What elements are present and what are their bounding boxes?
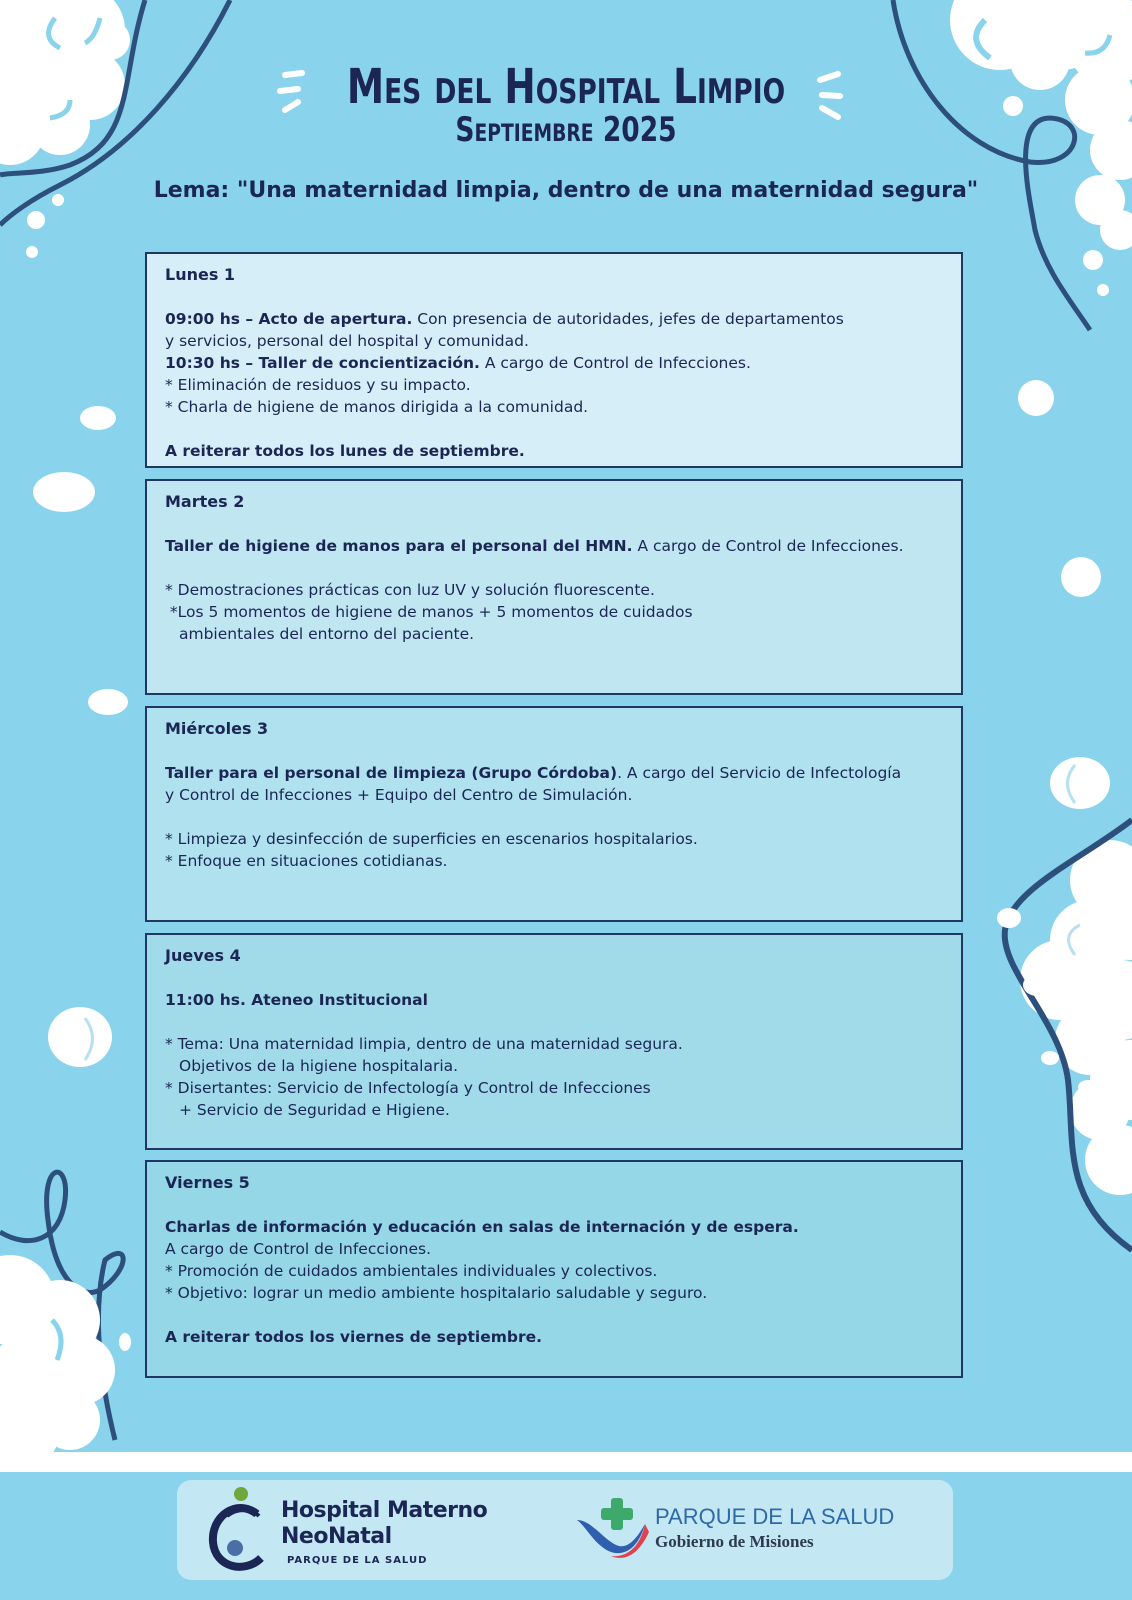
bullet-item: * Demostraciones prácticas con luz UV y solución fluorescente. [165, 581, 655, 599]
day-card-jueves [145, 933, 963, 1150]
motto: Lema: "Una maternidad limpia, dentro de una maternidad segura" [153, 178, 979, 203]
event-time-title: 10:30 hs – Taller de concientización. [165, 354, 480, 372]
bullet-item: *Los 5 momentos de higiene de manos + 5 momentos de cuidados [165, 603, 693, 621]
event-headline [165, 535, 943, 557]
pds-name: PARQUE DE LA SALUD [655, 1504, 895, 1529]
event-desc: . A cargo del Servicio de Infectología [617, 764, 902, 782]
repeat-note: A reiterar todos los lunes de septiembre. [165, 442, 525, 460]
bullet-item-continued: + Servicio de Seguridad e Higiene. [179, 1101, 450, 1119]
event-desc: Con presencia de autoridades, jefes de departamentos [412, 310, 844, 328]
event-headline [165, 762, 943, 784]
day-title: Lunes 1 [165, 265, 236, 284]
event-line [165, 352, 943, 374]
parque-de-la-salud-logo [577, 1490, 937, 1570]
footer-logos [177, 1480, 953, 1580]
hmn-emblem-icon [207, 1486, 277, 1576]
event-line [165, 330, 943, 352]
event-time-title: 09:00 hs – Acto de apertura. [165, 310, 413, 328]
repeat-note: A reiterar todos los viernes de septiembre. [165, 1328, 543, 1346]
day-card-martes [145, 479, 963, 695]
day-title: Martes 2 [165, 492, 245, 511]
bullet-item: * Objetivo: lograr un medio ambiente hospitalario saludable y seguro. [165, 1284, 708, 1302]
bullet-item: * Limpieza y desinfección de superficies en escenarios hospitalarios. [165, 830, 698, 848]
event-title: Taller para el personal de limpieza (Grupo Córdoba) [165, 764, 618, 782]
day-title: Miércoles 3 [165, 719, 269, 738]
day-card-miercoles [145, 706, 963, 922]
day-card-lunes [145, 252, 963, 468]
bullet-item: * Disertantes: Servicio de Infectología y Control de Infecciones [165, 1079, 651, 1097]
hmn-name-line1: Hospital Materno [281, 1498, 488, 1523]
day-card-viernes [145, 1160, 963, 1378]
page-title: Mes del Hospital Limpio [346, 59, 786, 115]
bullet-item: * Promoción de cuidados ambientales individuales y colectivos. [165, 1262, 658, 1280]
bullet-item: * Enfoque en situaciones cotidianas. [165, 852, 448, 870]
day-title: Jueves 4 [165, 946, 241, 965]
event-line [165, 308, 943, 330]
bullet-item-continued: ambientales del entorno del paciente. [179, 625, 475, 643]
health-cross-icon [577, 1494, 657, 1564]
page-subtitle: Septiembre 2025 [455, 110, 677, 150]
event-title: 11:00 hs. Ateneo Institucional [165, 991, 428, 1009]
bullet-item-continued: Objetivos de la higiene hospitalaria. [179, 1057, 459, 1075]
day-title: Viernes 5 [165, 1173, 250, 1192]
event-desc: A cargo de Control de Infecciones. [165, 1240, 432, 1258]
hospital-materno-neonatal-logo [207, 1486, 517, 1576]
foam-cloud-right [1020, 840, 1132, 1195]
bullet-item: * Tema: Una maternidad limpia, dentro de una maternidad segura. [165, 1035, 683, 1053]
hmn-name-line2: NeoNatal [281, 1524, 392, 1549]
event-desc: y servicios, personal del hospital y comunidad. [165, 332, 529, 350]
event-desc: A cargo de Control de Infecciones. [632, 537, 904, 555]
event-title: Charlas de información y educación en salas de internación y de espera. [165, 1218, 799, 1236]
event-title: Taller de higiene de manos para el personal del HMN. [165, 537, 633, 555]
footer-divider [0, 1452, 1132, 1472]
header [0, 59, 1132, 150]
event-desc-continued: y Control de Infecciones + Equipo del Centro de Simulación. [165, 786, 633, 804]
bullet-item: * Charla de higiene de manos dirigida a la comunidad. [165, 398, 589, 416]
event-desc: A cargo de Control de Infecciones. [479, 354, 751, 372]
pds-subtitle: Gobierno de Misiones [655, 1532, 814, 1551]
bullet-item: * Eliminación de residuos y su impacto. [165, 376, 471, 394]
hmn-subtitle: PARQUE DE LA SALUD [287, 1555, 428, 1566]
